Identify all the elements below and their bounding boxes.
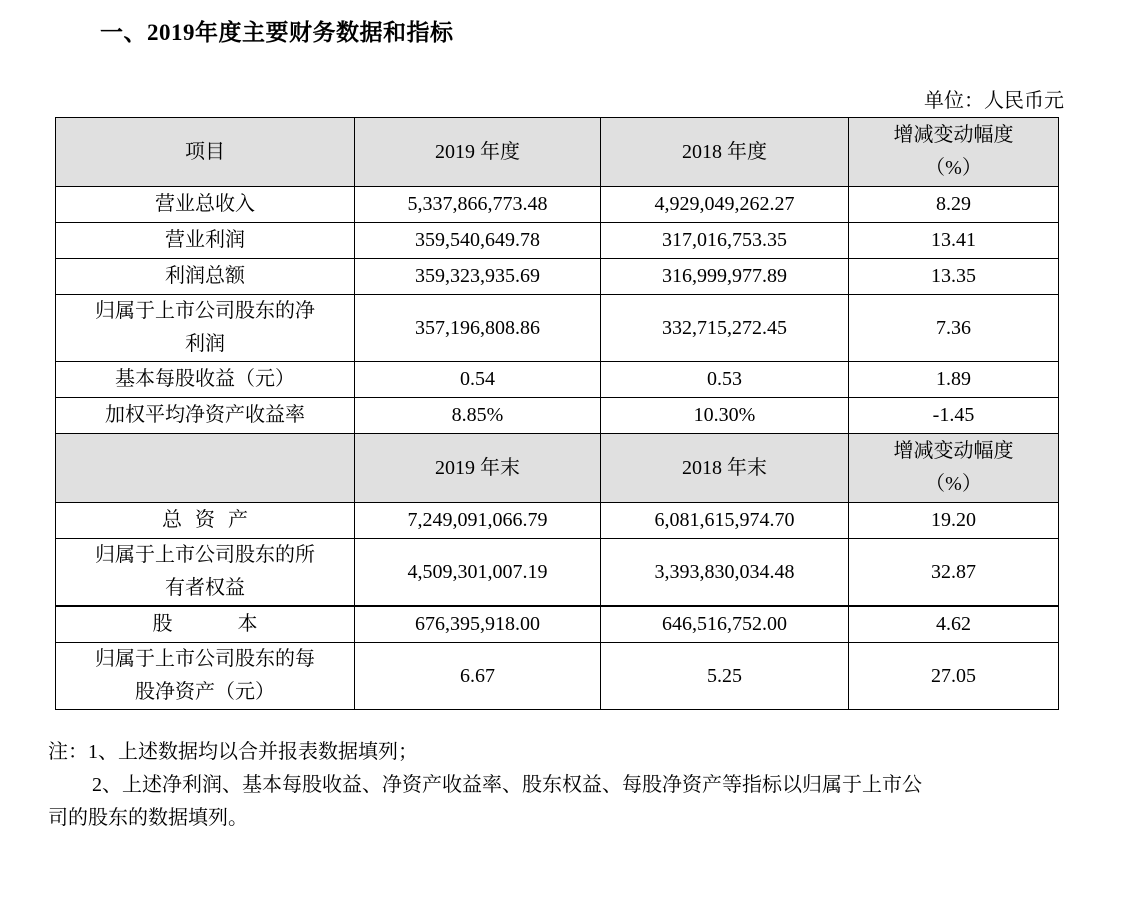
header-change bbox=[849, 118, 1059, 187]
row-2019: 8.85% bbox=[355, 398, 601, 434]
row-2019: 5,337,866,773.48 bbox=[355, 187, 601, 223]
row-change: 1.89 bbox=[849, 362, 1059, 398]
row-change: 27.05 bbox=[849, 643, 1059, 710]
row-change: 13.41 bbox=[849, 223, 1059, 259]
note-line-1: 注：1、上述数据均以合并报表数据填列； bbox=[48, 741, 418, 763]
row-item-line1: 归属于上市公司股东的净 bbox=[95, 300, 315, 322]
subheader-2019: 2019 年末 bbox=[355, 434, 601, 503]
row-item-line2: 利润 bbox=[185, 333, 225, 355]
subheader-change-label: 增减变动幅度 bbox=[893, 440, 1014, 462]
row-2018: 317,016,753.35 bbox=[601, 223, 849, 259]
row-item: 股 本 bbox=[56, 606, 355, 643]
row-item-line2: 股净资产（元） bbox=[135, 681, 275, 703]
row-item: 营业总收入 bbox=[56, 187, 355, 223]
row-2018: 4,929,049,262.27 bbox=[601, 187, 849, 223]
row-2018: 6,081,615,974.70 bbox=[601, 503, 849, 539]
row-2019: 359,540,649.78 bbox=[355, 223, 601, 259]
row-2019: 357,196,808.86 bbox=[355, 295, 601, 362]
table-row bbox=[56, 539, 1059, 607]
row-item bbox=[56, 295, 355, 362]
row-change: 13.35 bbox=[849, 259, 1059, 295]
row-change: -1.45 bbox=[849, 398, 1059, 434]
table-row bbox=[56, 606, 1059, 643]
row-change: 7.36 bbox=[849, 295, 1059, 362]
subheader-change bbox=[849, 434, 1059, 503]
header-2019: 2019 年度 bbox=[355, 118, 601, 187]
row-2018: 316,999,977.89 bbox=[601, 259, 849, 295]
row-2018: 10.30% bbox=[601, 398, 849, 434]
header-change-unit: （%） bbox=[925, 157, 982, 179]
table-subheader-row bbox=[56, 434, 1059, 503]
row-2019: 6.67 bbox=[355, 643, 601, 710]
header-2018: 2018 年度 bbox=[601, 118, 849, 187]
row-2019: 676,395,918.00 bbox=[355, 606, 601, 643]
note-line-3: 司的股东的数据填列。 bbox=[48, 807, 248, 829]
row-2019: 7,249,091,066.79 bbox=[355, 503, 601, 539]
table-header-row bbox=[56, 118, 1059, 187]
row-change: 19.20 bbox=[849, 503, 1059, 539]
subheader-change-unit: （%） bbox=[925, 473, 982, 495]
currency-unit: 单位：人民币元 bbox=[924, 90, 1064, 112]
row-item-line1: 归属于上市公司股东的所 bbox=[95, 544, 315, 566]
row-item: 总 资 产 bbox=[56, 503, 355, 539]
subheader-item bbox=[56, 434, 355, 503]
row-item-line1: 归属于上市公司股东的每 bbox=[95, 648, 315, 670]
row-2018: 0.53 bbox=[601, 362, 849, 398]
row-item bbox=[56, 539, 355, 607]
row-2018: 332,715,272.45 bbox=[601, 295, 849, 362]
row-2018: 646,516,752.00 bbox=[601, 606, 849, 643]
table-row bbox=[56, 187, 1059, 223]
row-item: 加权平均净资产收益率 bbox=[56, 398, 355, 434]
table-row bbox=[56, 223, 1059, 259]
table-row bbox=[56, 362, 1059, 398]
subheader-2018: 2018 年末 bbox=[601, 434, 849, 503]
table-row bbox=[56, 503, 1059, 539]
row-2019: 4,509,301,007.19 bbox=[355, 539, 601, 607]
row-item: 基本每股收益（元） bbox=[56, 362, 355, 398]
row-2019: 0.54 bbox=[355, 362, 601, 398]
row-change: 32.87 bbox=[849, 539, 1059, 607]
row-change: 4.62 bbox=[849, 606, 1059, 643]
financial-data-table bbox=[55, 117, 1059, 710]
table-row bbox=[56, 398, 1059, 434]
row-2018: 3,393,830,034.48 bbox=[601, 539, 849, 607]
table-row bbox=[56, 259, 1059, 295]
header-change-label: 增减变动幅度 bbox=[893, 124, 1014, 146]
row-2018: 5.25 bbox=[601, 643, 849, 710]
header-item: 项目 bbox=[56, 118, 355, 187]
table-row bbox=[56, 643, 1059, 710]
note-line-2: 2、上述净利润、基本每股收益、净资产收益率、股东权益、每股净资产等指标以归属于上市公 bbox=[92, 774, 922, 796]
row-2019: 359,323,935.69 bbox=[355, 259, 601, 295]
row-change: 8.29 bbox=[849, 187, 1059, 223]
footnotes bbox=[48, 736, 1078, 835]
row-item bbox=[56, 643, 355, 710]
page-heading: 一、2019年度主要财务数据和指标 bbox=[100, 20, 454, 45]
row-item-line2: 有者权益 bbox=[165, 577, 245, 599]
row-item: 营业利润 bbox=[56, 223, 355, 259]
table-row bbox=[56, 295, 1059, 362]
row-item: 利润总额 bbox=[56, 259, 355, 295]
